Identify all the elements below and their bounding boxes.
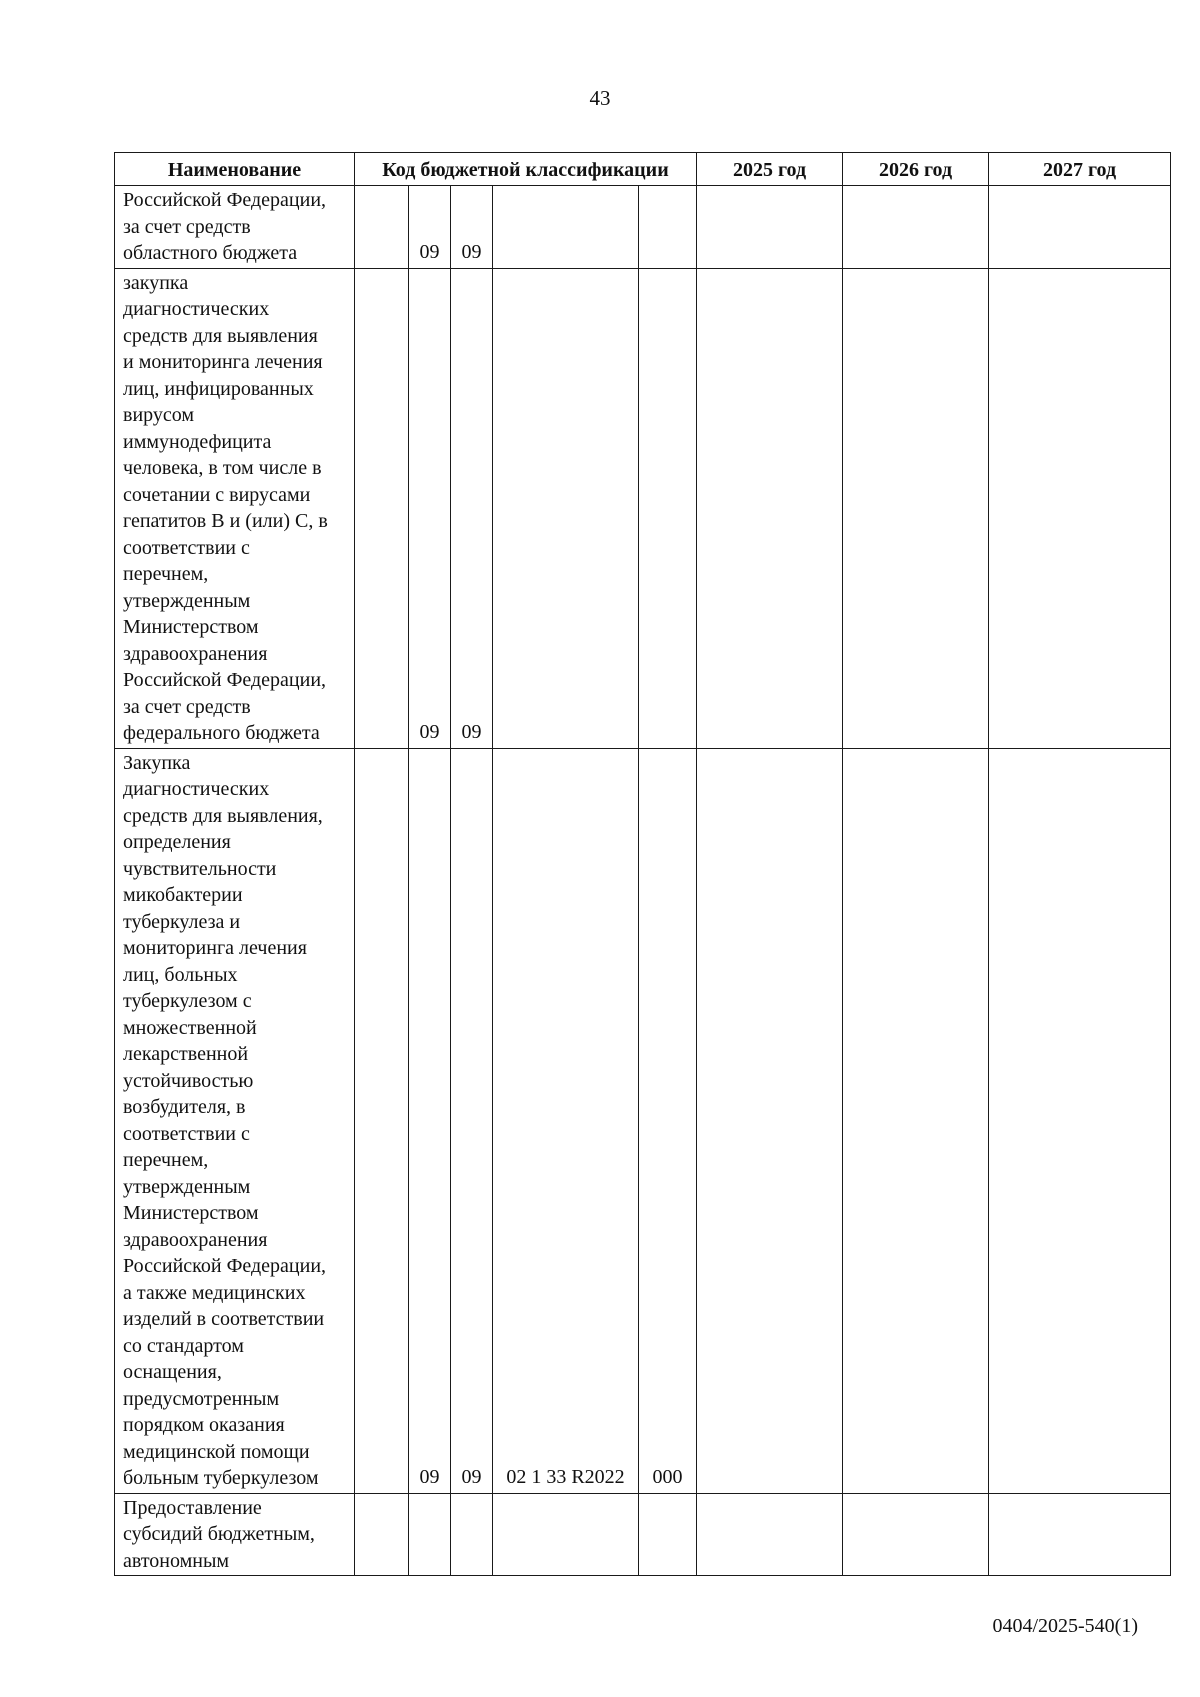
code-admin — [355, 748, 409, 1493]
table-row — [115, 186, 1171, 269]
table-header-row — [115, 153, 1171, 186]
table-row — [115, 1493, 1171, 1576]
value-2027 — [989, 186, 1171, 269]
code-section — [409, 1493, 451, 1576]
code-target-article — [493, 186, 639, 269]
header-budget-code: Код бюджетной классификации — [355, 153, 697, 186]
header-year-2027: 2027 год — [989, 153, 1171, 186]
value-2026 — [843, 268, 989, 748]
value-2027 — [989, 748, 1171, 1493]
table-row — [115, 268, 1171, 748]
value-2027 — [989, 1493, 1171, 1576]
code-target-article — [493, 268, 639, 748]
code-expense-type — [639, 186, 697, 269]
value-2027 — [989, 268, 1171, 748]
value-2026 — [843, 186, 989, 269]
code-section: 09 — [409, 186, 451, 269]
code-section: 09 — [409, 748, 451, 1493]
header-year-2026: 2026 год — [843, 153, 989, 186]
header-year-2025: 2025 год — [697, 153, 843, 186]
row-name: Предоставление субсидий бюджетным, автономным — [115, 1493, 355, 1576]
code-expense-type — [639, 268, 697, 748]
code-admin — [355, 1493, 409, 1576]
code-subsection: 09 — [451, 748, 493, 1493]
value-2025 — [697, 1493, 843, 1576]
code-admin — [355, 186, 409, 269]
value-2026 — [843, 748, 989, 1493]
value-2026 — [843, 1493, 989, 1576]
value-2025 — [697, 186, 843, 269]
code-subsection: 09 — [451, 186, 493, 269]
header-name: Наименование — [115, 153, 355, 186]
table-row — [115, 748, 1171, 1493]
code-section: 09 — [409, 268, 451, 748]
row-name: Закупка диагностических средств для выявления, определения чувствительности микобактерии туберкулеза и мониторинга лечения лиц, больных туберкулезом с множественной лекарственной устойчивостью возбудителя, в соответствии с перечнем, утвержденным Министерством здравоохранения Российской Федерации, а также медицинских изделий в соответствии со стандартом оснащения, предусмотренным порядком оказания медицинской помощи больным туберкулезом — [115, 748, 355, 1493]
value-2025 — [697, 748, 843, 1493]
row-name: закупка диагностических средств для выявления и мониторинга лечения лиц, инфицированных вирусом иммунодефицита человека, в том числе в сочетании с вирусами гепатитов В и (или) С, в соответствии с перечнем, утвержденным Министерством здравоохранения Российской Федерации, за счет средств федерального бюджета — [115, 268, 355, 748]
code-expense-type: 000 — [639, 748, 697, 1493]
budget-table — [114, 152, 1171, 1576]
code-target-article: 02 1 33 R2022 — [493, 748, 639, 1493]
code-expense-type — [639, 1493, 697, 1576]
page-number: 43 — [589, 86, 611, 110]
value-2025 — [697, 268, 843, 748]
code-subsection: 09 — [451, 268, 493, 748]
code-subsection — [451, 1493, 493, 1576]
document-code: 0404/2025-540(1) — [992, 1615, 1138, 1637]
code-admin — [355, 268, 409, 748]
row-name: Российской Федерации, за счет средств областного бюджета — [115, 186, 355, 269]
code-target-article — [493, 1493, 639, 1576]
